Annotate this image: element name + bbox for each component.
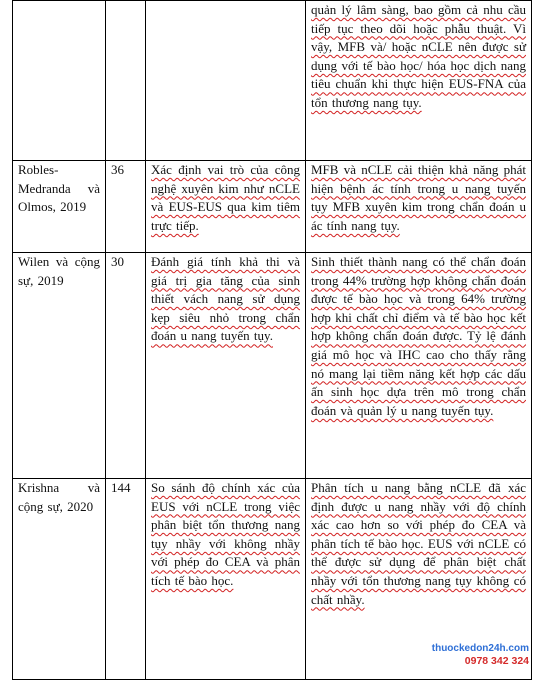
- watermark-site: thuockedon24h.com: [431, 643, 529, 654]
- watermark-phone: 0978 342 324: [464, 655, 529, 667]
- aim-cell: Xác định vai trò của công nghệ xuyên kim như nCLE và EUS-EUS qua kim tiêm trực tiếp.: [146, 161, 306, 253]
- sample-size-cell: [106, 1, 146, 161]
- result-cell: MFB và nCLE cải thiện khả năng phát hiện bệnh ác tính trong u nang tuyến tụy MFB xuyên kim trong chẩn đoán u ác tính nang tụy.: [306, 161, 532, 253]
- author-cell: Robles-Medranda và Olmos, 2019: [13, 161, 106, 253]
- sample-size-cell: 144: [106, 479, 146, 680]
- study-table: [12, 0, 532, 680]
- table-row: [13, 1, 532, 161]
- result-cell: Phân tích u nang bằng nCLE đã xác định được u nang nhầy với độ chính xác cao hơn so với phép đo CEA và phân tích tế bào học. EUS với nCLE có thể được sử dụng để phân biệt chất nhầy với tổn thương nang tụy không có chất nhầy.: [306, 479, 532, 680]
- author-cell: [13, 1, 106, 161]
- watermark: [432, 642, 529, 668]
- result-cell: quản lý lâm sàng, bao gồm cả nhu cầu tiếp tục theo dõi hoặc phẫu thuật. Vì vậy, MFB và/ hoặc nCLE nên được sử dụng với tế bào học/ hóa học dịch nang tiêu chuẩn khi thực hiện EUS-FNA của tổn thương nang tụy.: [306, 1, 532, 161]
- author-cell: Krishna và cộng sự, 2020: [13, 479, 106, 680]
- aim-cell: So sánh độ chính xác của EUS với nCLE trong việc phân biệt tổn thương nang tụy nhầy với không nhầy với phép đo CEA và phân tích tế bào học.: [146, 479, 306, 680]
- table-row: [13, 161, 532, 253]
- sample-size-cell: 30: [106, 253, 146, 479]
- table-row: [13, 253, 532, 479]
- result-cell: Sinh thiết thành nang có thể chẩn đoán trong 44% trường hợp không chẩn đoán được tế bào học và trong 64% trường hợp khi chất chỉ điểm và tế bào học kết hợp không chẩn đoán được. Tỷ lệ đánh giá mô học và IHC cao cho thấy rằng nó mang lại tiềm năng kết hợp các dấu ấn sinh học dựa trên mô trong chẩn đoán và quản lý u nang tuyến tụy.: [306, 253, 532, 479]
- author-cell: Wilen và cộng sự, 2019: [13, 253, 106, 479]
- sample-size-cell: 36: [106, 161, 146, 253]
- aim-cell: Đánh giá tính khả thi và giá trị gia tăng của sinh thiết vách nang sử dụng kẹp siêu nhỏ trong chẩn đoán u nang tuyến tụy.: [146, 253, 306, 479]
- aim-cell: [146, 1, 306, 161]
